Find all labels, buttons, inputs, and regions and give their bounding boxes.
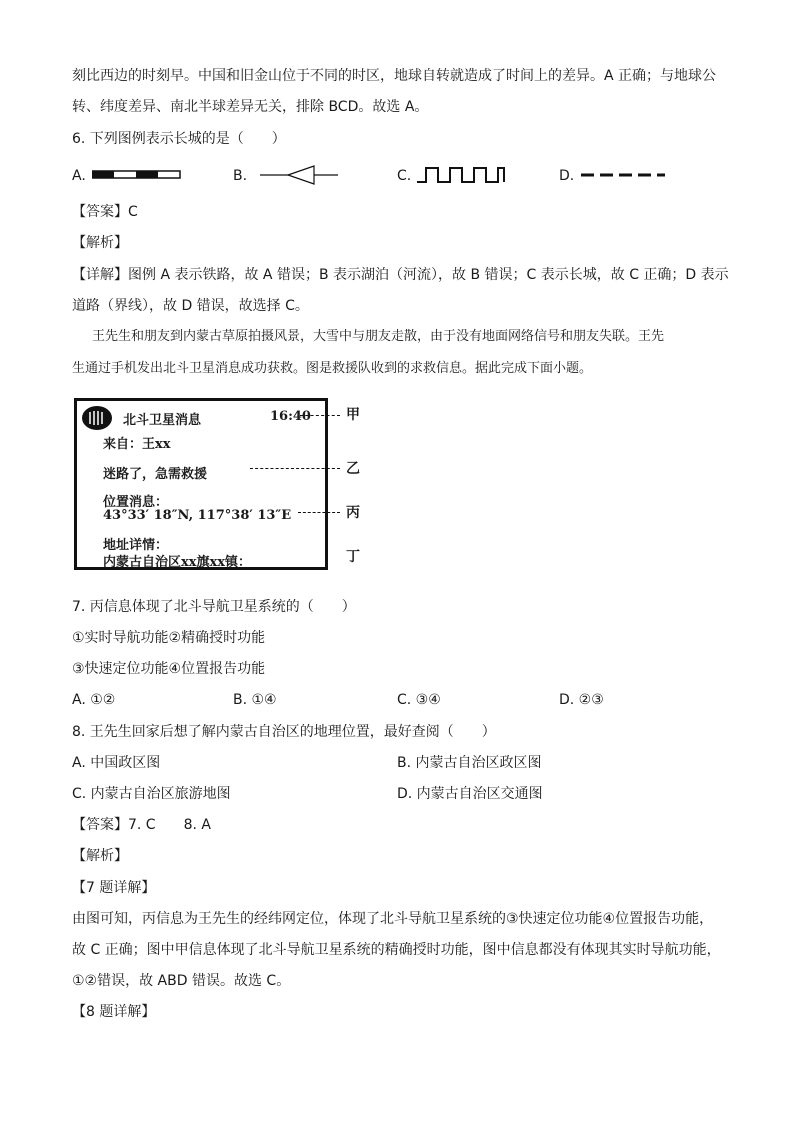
detail-6-cont: 道路（界线），故 D 错误，故选择 C。 — [72, 298, 309, 314]
q7-option-a: A. ①② — [72, 692, 116, 708]
message-text: 迷路了，急需救援 — [103, 467, 208, 482]
beidou-message-figure — [74, 398, 328, 570]
question-7-statements: ③快速定位功能④位置报告功能 — [72, 661, 266, 677]
message-sender: 来自：王xx — [103, 437, 171, 452]
lake-river-legend-icon — [258, 163, 342, 187]
answer-7-8: 【答案】7. C 8. A — [72, 817, 211, 833]
position-label: 位置消息： — [103, 495, 169, 510]
answer-6: 【答案】C — [72, 204, 138, 220]
coordinates: 43°33′ 18″N, 117°38′ 13″E — [103, 508, 292, 523]
question-8: 8. 王先生回家后想了解内蒙古自治区的地理位置，最好查阅（ ） — [72, 724, 496, 740]
q7-option-c: C. ③④ — [397, 692, 441, 708]
q8-option-b: B. 内蒙古自治区政区图 — [397, 755, 542, 771]
road-boundary-legend-icon — [579, 170, 669, 180]
analysis-6: 【解析】 — [72, 235, 128, 251]
address-label: 地址详情： — [103, 538, 169, 553]
callout-bing: 丙 — [346, 505, 360, 521]
detail-6: 【详解】图例 A 表示铁路，故 A 错误；B 表示湖泊（河流），故 B 错误；C 表示长城，故 C 正确；D 表示 — [72, 267, 729, 283]
message-title: 北斗卫星消息 — [123, 413, 202, 428]
q7-option-b: B. ①④ — [233, 692, 277, 708]
text-line: 刻比西边的时刻早。中国和旧金山位于不同的时区，地球自转就造成了时间上的差异。A 正确；与地球公 — [72, 68, 717, 84]
detail-7-cont: ①②错误，故 ABD 错误。故选 C。 — [72, 973, 291, 989]
detail-7-title: 【7 题详解】 — [72, 880, 156, 896]
callout-line — [298, 512, 340, 513]
message-time: 16:40 — [270, 409, 311, 424]
detail-7: 由图可知，丙信息为王先生的经纬网定位，体现了北斗导航卫星系统的③快速定位功能④位置报告功能， — [72, 911, 714, 927]
callout-yi: 乙 — [346, 461, 360, 477]
analysis-7-8: 【解析】 — [72, 848, 128, 864]
option-d-label: D. — [559, 168, 575, 184]
satellite-signal-icon — [81, 405, 113, 431]
q7-option-d: D. ②③ — [559, 692, 604, 708]
q8-option-a: A. 中国政区图 — [72, 755, 161, 771]
detail-7-cont: 故 C 正确；图中甲信息体现了北斗导航卫星系统的精确授时功能，图中信息都没有体现其实时导航功能， — [72, 942, 721, 958]
scenario-paragraph: 王先生和朋友到内蒙古草原拍摄风景，大雪中与朋友走散，由于没有地面网络信号和朋友失联。王先 — [92, 329, 665, 344]
callout-line — [300, 415, 340, 416]
question-6: 6. 下列图例表示长城的是（ ） — [72, 131, 286, 147]
callout-line — [250, 468, 340, 469]
option-a-label: A. — [72, 168, 86, 184]
callout-ding: 丁 — [346, 549, 360, 565]
option-c-label: C. — [397, 168, 412, 184]
railway-legend-icon — [92, 170, 182, 180]
address: 内蒙古自治区xx旗xx镇： — [103, 555, 252, 570]
scenario-paragraph-cont: 生通过手机发出北斗卫星消息成功获救。图是救援队收到的求救信息。据此完成下面小题。 — [72, 361, 593, 376]
callout-jia: 甲 — [346, 407, 360, 423]
text-line: 转、纬度差异、南北半球差异无关，排除 BCD。故选 A。 — [72, 99, 429, 115]
great-wall-legend-icon — [416, 164, 508, 186]
option-b-label: B. — [233, 168, 248, 184]
question-7-statements: ①实时导航功能②精确授时功能 — [72, 630, 266, 646]
q8-option-d: D. 内蒙古自治区交通图 — [397, 786, 543, 802]
detail-8-title: 【8 题详解】 — [72, 1004, 156, 1020]
q8-option-c: C. 内蒙古自治区旅游地图 — [72, 786, 231, 802]
question-7: 7. 丙信息体现了北斗导航卫星系统的（ ） — [72, 599, 356, 615]
